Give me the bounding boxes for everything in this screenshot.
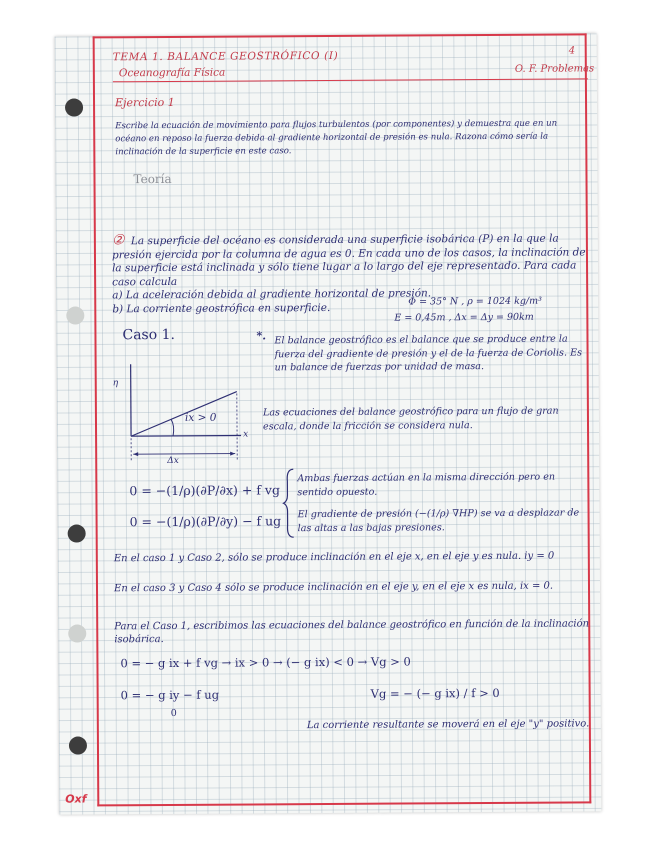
exercise2-params-2: E = 0,45m , Δx = Δy = 90km — [394, 311, 534, 324]
note-balance-definition: El balance geostrófico es el balance que se produce entre la fuerza del gradiente de presión y el de la fuerza de Coriolis. Es un balance de fuerzas por unidad de masa. — [274, 333, 583, 374]
final-equation-1: 0 = − g ix + f vg → ix > 0 → (− g ix) < 0 → Vg > 0 — [120, 654, 411, 671]
graph-angle-arc — [171, 419, 174, 436]
page-number: 4 — [568, 45, 576, 57]
exercise2-number: ② — [111, 232, 125, 249]
header-section: O. F. Problemas — [514, 63, 595, 75]
header-subject: Oceanografía Física — [118, 66, 226, 80]
final-equation-2-zero: 0 — [170, 707, 177, 719]
graph-axis-eta: η — [112, 378, 119, 389]
final-equation-2: 0 = − g iy − f ug — [120, 687, 220, 703]
exercise2-params-1: Φ = 35° N , ρ = 1024 kg/m³ — [408, 295, 542, 308]
cases-line-1: En el caso 1 y Caso 2, sólo se produce inclinación en el eje x, en el eje y es nula. iy = 0 — [113, 550, 555, 565]
final-vg-equation: Vg = − (− g ix) / f > 0 — [370, 685, 500, 701]
case1-graph — [117, 355, 248, 476]
brand-logo-mark — [65, 791, 99, 805]
cases-line-2: En el caso 3 y Caso 4 sólo se produce inclinación en el eje y, en el eje x es nula, ix = 0. — [113, 580, 554, 595]
exercise2-item-a: a) La aceleración debida al gradiente horizontal de presión. — [112, 287, 432, 302]
punch-hole — [68, 524, 86, 542]
final-conclusion: La corriente resultante se moverá en el eje "y" positivo. — [306, 718, 590, 732]
case1-label: Caso 1. — [122, 326, 175, 344]
equation-1: 0 = −(1/ρ)(∂P/∂x) + f vg — [129, 482, 281, 499]
graph-x-axis — [131, 436, 241, 437]
note-star: *. — [256, 329, 267, 343]
punch-hole — [69, 736, 87, 754]
exercise2-item-b: b) La corriente geostrófica en superficie. — [112, 301, 331, 316]
header-title: TEMA 1. BALANCE GEOSTRÓFICO (I) — [112, 49, 339, 64]
graph-delta: Δx — [167, 455, 179, 466]
graph-delta-arrow — [133, 454, 235, 455]
brace-text-1: Ambas fuerzas actúan en la misma dirección pero en sentido opuesto. — [297, 471, 556, 498]
theory-note: Teoría — [133, 171, 172, 187]
equations-brace — [283, 467, 297, 539]
brace-path — [283, 469, 293, 537]
brand-logo — [65, 791, 99, 808]
punch-hole — [65, 98, 83, 116]
brace-text-2: El gradiente de presión (−(1/ρ) ∇HP) se va a desplazar de las altas a las bajas presiones. — [297, 507, 580, 534]
final-intro: Para el Caso 1, escribimos las ecuaciones del balance geostrófico en función de la inclinación isobárica. — [114, 618, 590, 646]
graph-delta-arrowhead-left — [133, 452, 138, 456]
svg-text:Oxf: Oxf — [65, 792, 87, 806]
punch-hole — [68, 624, 86, 642]
note-equations-definition: Las ecuaciones del balance geostrófico para un flujo de gran escala, donde la fricción se considera nula. — [262, 405, 559, 432]
exercise1-text: Escribe la ecuación de movimiento para flujos turbulentos (por componentes) y demuestra que en un océano en reposo la fuerza debida al gradiente horizontal de presión es nula. Razona cómo sería la inclinación de la superficie en este caso. — [115, 118, 558, 158]
exercise2-statement: La superficie del océano es considerada una superficie isobárica (P) en la que la presión ejercida por la columna de agua es 0. En cada uno de los casos, la inclinación de la superficie está inclinada y sólo tiene lugar a lo largo del eje representado. Para cada caso calcula — [111, 232, 586, 289]
exercise1-label: Ejercicio 1 — [114, 95, 175, 110]
graph-delta-arrowhead-right — [230, 452, 235, 456]
punch-hole — [66, 306, 84, 324]
equation-2: 0 = −(1/ρ)(∂P/∂y) − f ug — [129, 513, 282, 530]
graph-axis-x: x — [243, 429, 249, 440]
graph-surface-line — [131, 392, 237, 437]
graph-label-ix: ix > 0 — [184, 411, 217, 424]
notebook-page — [55, 33, 602, 814]
